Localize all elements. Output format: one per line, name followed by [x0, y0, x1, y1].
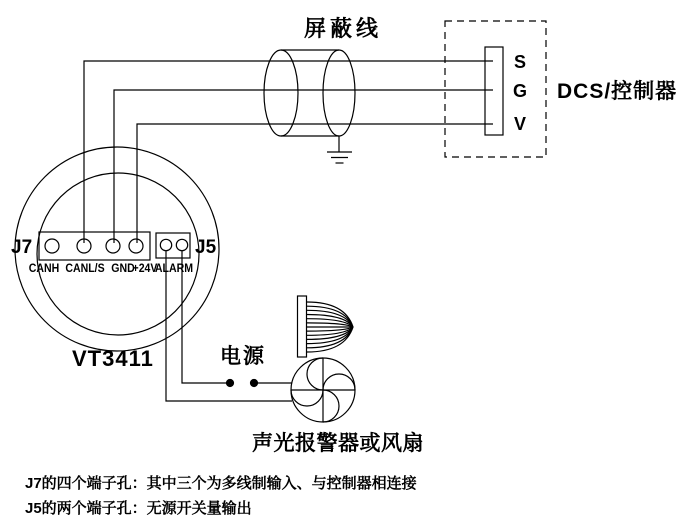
terminal-s-label: S: [513, 52, 526, 72]
device-model-label: VT3411: [72, 346, 154, 371]
j7-terminal-block: [39, 232, 150, 260]
earth-ground-icon: [327, 136, 352, 163]
footnote-j7: J7的四个端子孔：其中三个为多线制输入、与控制器相连接: [25, 475, 417, 492]
dcs-terminal-strip: [485, 47, 503, 135]
j5-terminal-block: [156, 233, 190, 258]
fan-icon: [291, 358, 355, 422]
power-contact-dot: [227, 380, 234, 387]
pin-label-24v: +24V: [132, 261, 158, 275]
pin-label-gnd: GND: [111, 261, 135, 275]
footnote-j5: J5的两个端子孔：无源开关量输出: [25, 500, 252, 517]
terminal-g-label: G: [512, 81, 527, 101]
power-contact-dot: [251, 380, 258, 387]
j7-connector-label: J7: [11, 237, 33, 258]
terminal-v-label: V: [513, 114, 526, 134]
pin-label-canls: CANL/S: [65, 261, 105, 275]
dcs-controller-label: DCS/控制器: [557, 80, 678, 103]
shielded-cable-label: 屏蔽线: [304, 16, 383, 41]
alarm-or-fan-label: 声光报警器或风扇: [252, 432, 424, 455]
dcs-controller-box: [445, 21, 546, 157]
pin-label-canh: CANH: [28, 261, 60, 275]
power-label: 电源: [220, 345, 266, 368]
j5-connector-label: J5: [195, 237, 217, 258]
shielded-cable-icon: [264, 50, 355, 136]
wire-gnd-to-g: [114, 90, 493, 243]
alarm-beacon-icon: [298, 296, 354, 357]
wire-canls-to-s: [84, 61, 493, 243]
wire-24v-to-v: [137, 124, 493, 243]
pin-label-alarm: ALARM: [154, 261, 194, 275]
footnotes: [25, 471, 417, 521]
